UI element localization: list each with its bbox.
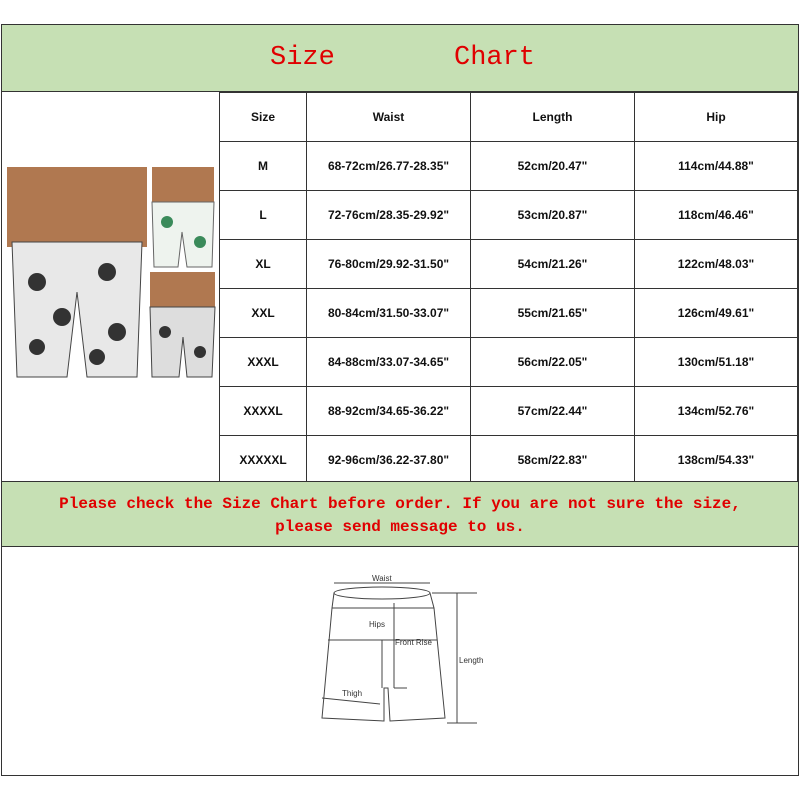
header-size: Size [220,93,307,142]
table-cell-length: 53cm/20.87" [471,191,635,240]
table-cell-hip: 130cm/51.18" [635,338,798,387]
table-cell-waist: 84-88cm/33.07-34.65" [307,338,471,387]
table-cell-hip: 114cm/44.88" [635,142,798,191]
table-cell-waist: 72-76cm/28.35-29.92" [307,191,471,240]
table-cell-waist: 92-96cm/36.22-37.80" [307,436,471,485]
header-waist: Waist [307,93,471,142]
size-table [219,92,798,485]
size-chart [1,24,799,776]
table-cell-size: XXXL [220,338,307,387]
table-cell-waist: 88-92cm/34.65-36.22" [307,387,471,436]
table-row [220,436,798,485]
table-row [220,338,798,387]
table-row [220,240,798,289]
table-cell-hip: 126cm/49.61" [635,289,798,338]
measurement-diagram [302,563,502,743]
table-cell-length: 52cm/20.47" [471,142,635,191]
table-cell-size: L [220,191,307,240]
table-cell-hip: 138cm/54.33" [635,436,798,485]
table-cell-length: 56cm/22.05" [471,338,635,387]
label-front-rise: Front Rise [395,638,432,647]
label-thigh: Thigh [342,689,363,698]
table-cell-length: 58cm/22.83" [471,436,635,485]
title-chart: Chart [454,43,536,73]
table-row [220,142,798,191]
table-cell-waist: 68-72cm/26.77-28.35" [307,142,471,191]
table-cell-waist: 80-84cm/31.50-33.07" [307,289,471,338]
table-cell-size: XXXXXL [220,436,307,485]
table-header-row [220,93,798,142]
notice-line-1: Please check the Size Chart before order. If you are not sure the size, [59,495,741,513]
table-cell-size: XL [220,240,307,289]
title-size: Size [270,43,335,73]
order-notice [2,481,798,547]
table-cell-length: 55cm/21.65" [471,289,635,338]
label-length: Length [459,656,484,665]
table-row [220,191,798,240]
table-cell-hip: 118cm/46.46" [635,191,798,240]
label-hips: Hips [369,620,386,629]
header-length: Length [471,93,635,142]
title-bar [2,25,798,92]
table-cell-hip: 134cm/52.76" [635,387,798,436]
label-waist: Waist [372,574,392,583]
table-cell-size: XXXXL [220,387,307,436]
table-cell-waist: 76-80cm/29.92-31.50" [307,240,471,289]
table-cell-size: M [220,142,307,191]
table-cell-length: 57cm/22.44" [471,387,635,436]
table-cell-hip: 122cm/48.03" [635,240,798,289]
table-cell-size: XXL [220,289,307,338]
table-row [220,289,798,338]
header-hip: Hip [635,93,798,142]
notice-line-2: please send message to us. [275,518,525,536]
table-cell-length: 54cm/21.26" [471,240,635,289]
table-row [220,387,798,436]
product-photo [2,92,219,482]
